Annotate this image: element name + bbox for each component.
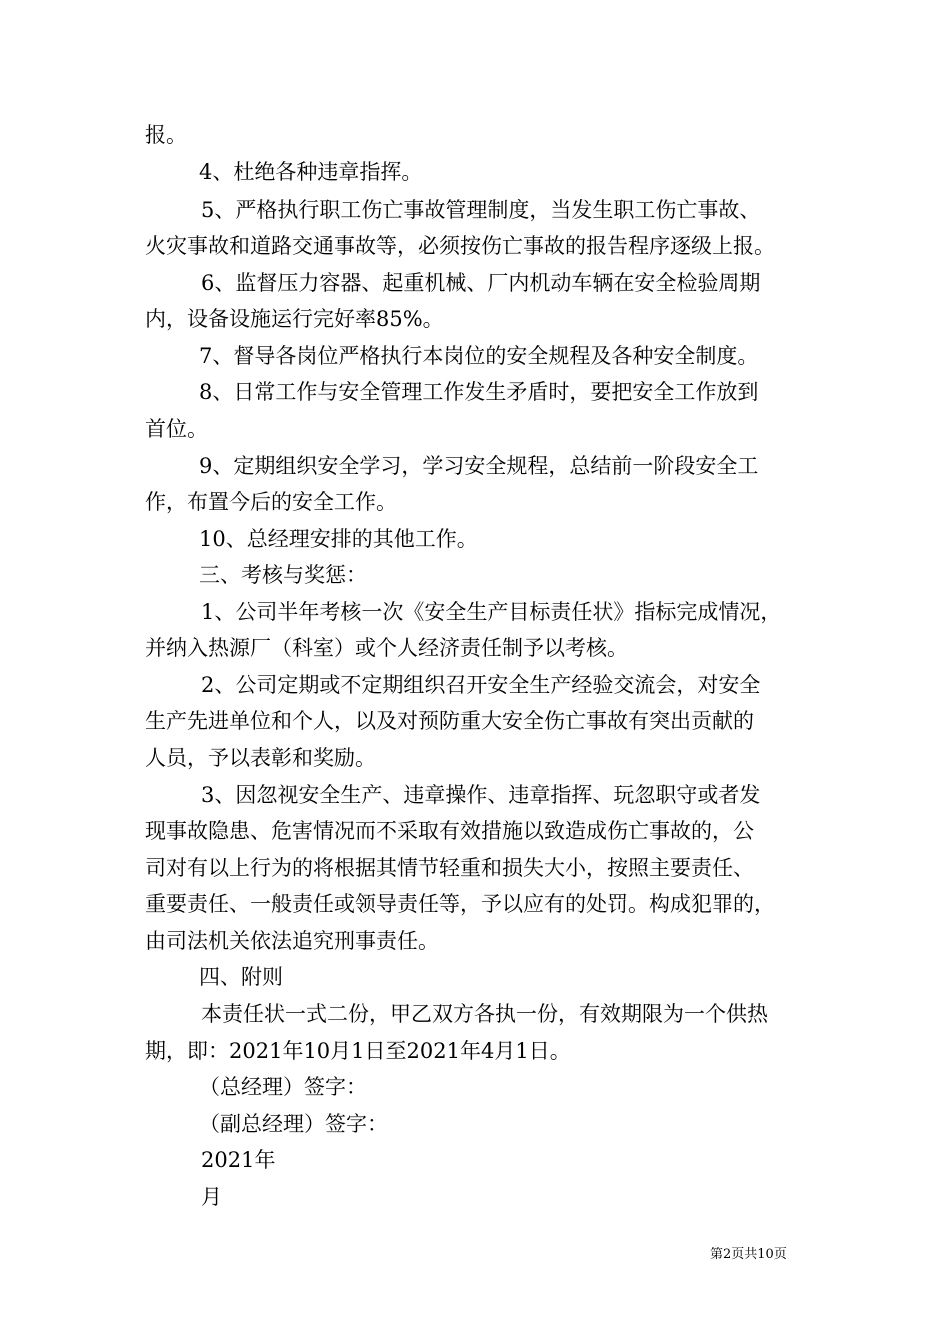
text-line: 现事故隐患、危害情况而不采取有效措施以致造成伤亡事故的，公 [145,819,754,843]
text-line: 4、杜绝各种违章指挥。 [199,160,423,184]
text-line: 期，即：2021年10月1日至2021年4月1日。 [145,1039,571,1063]
text-line: 由司法机关依法追究刑事责任。 [145,929,439,953]
text-line: 9、定期组织安全学习，学习安全规程，总结前一阶段安全工 [199,454,759,478]
text-line: 7、督导各岗位严格执行本岗位的安全规程及各种安全制度。 [199,344,759,368]
section-heading: 三、考核与奖惩： [199,563,367,587]
text-line: 3、因忽视安全生产、违章操作、违章指挥、玩忽职守或者发 [201,783,761,807]
text-line: 人员，予以表彰和奖励。 [145,746,376,770]
text-line: 5、严格执行职工伤亡事故管理制度，当发生职工伤亡事故、 [201,198,761,222]
text-line: 6、监督压力容器、起重机械、厂内机动车辆在安全检验周期 [201,271,761,295]
text-line: 报。 [145,123,187,147]
text-line: 2、公司定期或不定期组织召开安全生产经验交流会，对安全 [201,673,761,697]
section-heading: 四、附则 [199,965,283,989]
page-number: 第2页共10页 [710,1247,787,1262]
signature-line: （副总经理）签字： [199,1112,388,1136]
text-line: 本责任状一式二份，甲乙双方各执一份，有效期限为一个供热 [201,1002,768,1026]
text-line: 8、日常工作与安全管理工作发生矛盾时，要把安全工作放到 [199,380,759,404]
text-line: 火灾事故和道路交通事故等，必须按伤亡事故的报告程序逐级上报。 [145,234,775,258]
date-month: 月 [201,1185,222,1209]
text-line: 1、公司半年考核一次《安全生产目标责任状》指标完成情况， [201,600,782,624]
text-line: 并纳入热源厂（科室）或个人经济责任制予以考核。 [145,636,628,660]
signature-line: （总经理）签字： [199,1075,367,1099]
text-line: 重要责任、一般责任或领导责任等，予以应有的处罚。构成犯罪的， [145,892,775,916]
text-line: 10、总经理安排的其他工作。 [199,527,478,551]
text-line: 生产先进单位和个人，以及对预防重大安全伤亡事故有突出贡献的 [145,709,754,733]
text-line: 作，布置今后的安全工作。 [145,490,397,514]
date-year: 2021年 [201,1148,276,1172]
text-line: 内，设备设施运行完好率85%。 [145,307,444,331]
text-line: 首位。 [145,417,208,441]
text-line: 司对有以上行为的将根据其情节轻重和损失大小，按照主要责任、 [145,856,754,880]
